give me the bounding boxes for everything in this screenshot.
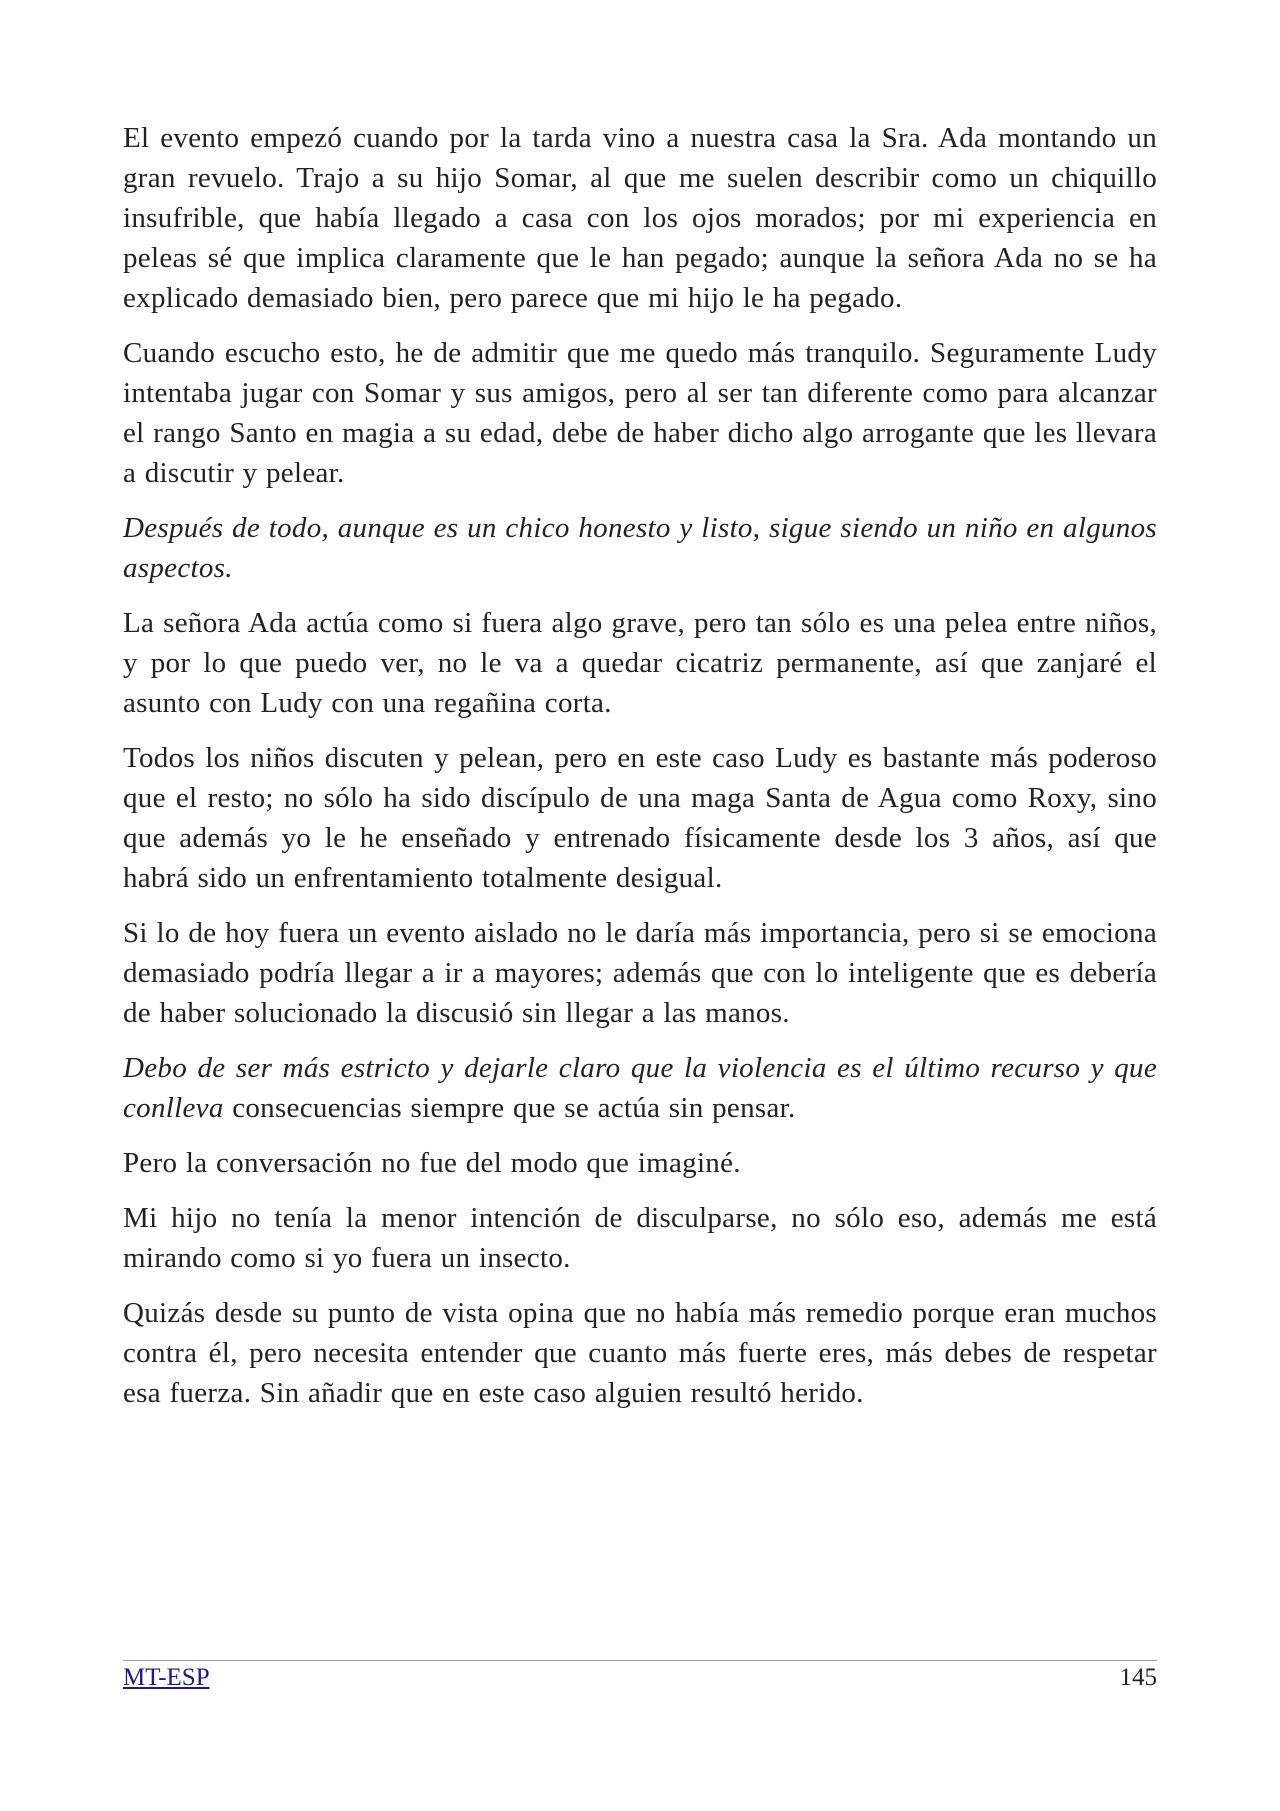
- paragraph-10: [123, 1293, 1157, 1413]
- paragraph-text: Todos los niños discuten y pelean, pero en este caso Ludy es bastante más poderoso que el resto; no sólo ha sido discípulo de una maga Santa de Agua como Roxy, sino que además yo le he enseñado y entrenado físicamente desde los 3 años, así que habrá sido un enfrentamiento totalmente desigual.: [123, 742, 1157, 894]
- paragraph-7-mixed: [123, 1048, 1157, 1128]
- page-footer: [123, 1663, 1157, 1693]
- paragraph-1: [123, 118, 1157, 318]
- paragraph-text-italic: Debo de ser más estricto y dejarle claro que la violencia es el último recurso y que conlleva: [123, 1052, 1157, 1124]
- paragraph-4: [123, 603, 1157, 723]
- paragraph-3-italic: [123, 508, 1157, 588]
- paragraph-9: [123, 1198, 1157, 1278]
- paragraph-6: [123, 913, 1157, 1033]
- paragraph-text: Mi hijo no tenía la menor intención de disculparse, no sólo eso, además me está mirando como si yo fuera un insecto.: [123, 1202, 1157, 1274]
- document-body: [123, 118, 1157, 1428]
- paragraph-text: consecuencias siempre que se actúa sin pensar.: [223, 1092, 796, 1124]
- paragraph-text: El evento empezó cuando por la tarda vino a nuestra casa la Sra. Ada montando un gran revuelo. Trajo a su hijo Somar, al que me suelen describir como un chiquillo insufrible, que había llegado a casa con los ojos morados; por mi experiencia en peleas sé que implica claramente que le han pegado; aunque la señora Ada no se ha explicado demasiado bien, pero parece que mi hijo le ha pegado.: [123, 122, 1157, 314]
- footer-link-mt-esp[interactable]: MT-ESP: [123, 1664, 210, 1691]
- paragraph-8: [123, 1143, 1157, 1183]
- paragraph-text: Quizás desde su punto de vista opina que no había más remedio porque eran muchos contra él, pero necesita entender que cuanto más fuerte eres, más debes de respetar esa fuerza. Sin añadir que en este caso alguien resultó herido.: [123, 1297, 1157, 1409]
- paragraph-text: La señora Ada actúa como si fuera algo grave, pero tan sólo es una pelea entre niños, y por lo que puedo ver, no le va a quedar cicatriz permanente, así que zanjaré el asunto con Ludy con una regañina corta.: [123, 607, 1157, 719]
- paragraph-text: Cuando escucho esto, he de admitir que me quedo más tranquilo. Seguramente Ludy intentaba jugar con Somar y sus amigos, pero al ser tan diferente como para alcanzar el rango Santo en magia a su edad, debe de haber dicho algo arrogante que les llevara a discutir y pelear.: [123, 337, 1157, 489]
- paragraph-2: [123, 333, 1157, 493]
- paragraph-text: Si lo de hoy fuera un evento aislado no le daría más importancia, pero si se emociona demasiado podría llegar a ir a mayores; además que con lo inteligente que es debería de haber solucionado la discusió sin llegar a las manos.: [123, 917, 1157, 1029]
- paragraph-5: [123, 738, 1157, 898]
- footer-divider: [123, 1660, 1157, 1661]
- paragraph-text: Después de todo, aunque es un chico honesto y listo, sigue siendo un niño en algunos aspectos.: [123, 512, 1157, 584]
- page-number: 145: [1119, 1664, 1157, 1691]
- paragraph-text: Pero la conversación no fue del modo que imaginé.: [123, 1147, 741, 1179]
